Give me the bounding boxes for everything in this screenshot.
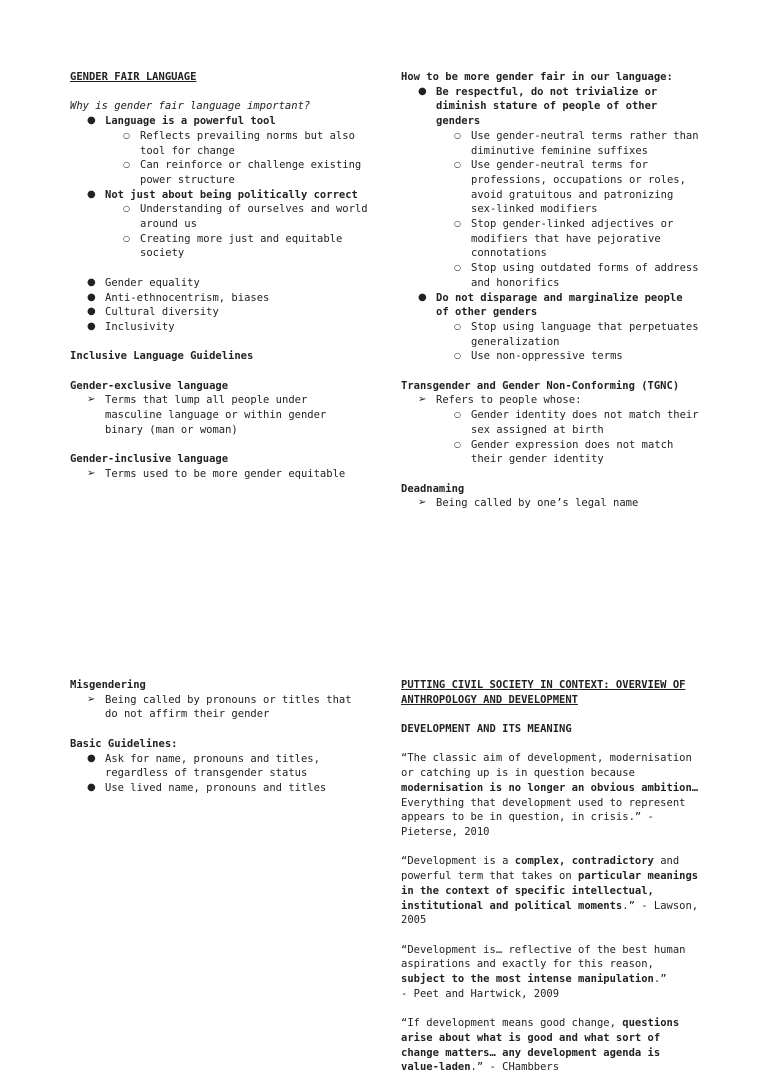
exclusive-heading: Gender-exclusive language [70, 379, 229, 392]
list-item: ● Cultural diversity [87, 306, 219, 319]
list-item: ● Gender equality [87, 276, 200, 289]
circle-bullet-icon: ○ [454, 263, 461, 273]
list-item: ➢ Terms used to be more gender equitable [87, 467, 346, 480]
list-item: ● Do not disparage and marginalize people of other genders [418, 291, 683, 319]
list-item: ○ Creating more just and equitable society [123, 232, 343, 260]
misgendering-heading: Misgendering [70, 679, 146, 691]
list-item: ○ Can reinforce or challenge existing power structure [123, 159, 362, 186]
bullet-icon: ● [87, 320, 96, 332]
list-item: ● Ask for name, pronouns and titles, regardless of transgender status [87, 752, 320, 780]
list-item: ● Not just about being politically correct [87, 188, 358, 201]
guidelines-heading: Inclusive Language Guidelines [70, 350, 254, 363]
circle-bullet-icon: ○ [123, 160, 130, 170]
circle-bullet-icon: ○ [454, 219, 461, 229]
quote-chambers: “If development means good change, questions arise about what is good and what sort of change matters… any development agenda is value-laden.” - CHambbers [401, 1017, 680, 1074]
page2-left-column [70, 678, 370, 796]
bullet-icon: ● [418, 291, 427, 303]
bullet-icon: ● [87, 276, 96, 288]
why-heading: Why is gender fair language important? [70, 100, 311, 113]
list-item: ○ Understanding of ourselves and world around us [123, 203, 368, 231]
list-item: ○ Use gender-neutral terms for professions, occupations or roles, avoid gratuitous and patronizing sex-linked modifiers [454, 159, 686, 216]
list-item: ○ Use gender-neutral terms rather than diminutive feminine suffixes [454, 129, 699, 157]
how-heading: How to be more gender fair in our language: [401, 71, 673, 83]
civil-society-title: PUTTING CIVIL SOCIETY IN CONTEXT: OVERVIEW OF ANTHROPOLOGY AND DEVELOPMENT [401, 679, 686, 706]
development-heading: DEVELOPMENT AND ITS MEANING [401, 723, 572, 736]
list-item: ○ Stop gender-linked adjectives or modifiers that have pejorative connotations [454, 218, 674, 260]
quote-lawson: “Development is a complex, contradictory and powerful term that takes on particular meanings in the context of specific intellectual, institutional and political moments.” - Lawson, 2005 [401, 855, 699, 927]
arrow-bullet-icon: ➢ [87, 467, 96, 479]
list-item: ➢ Terms that lump all people under masculine language or within gender binary (man or woman) [87, 394, 327, 436]
arrow-bullet-icon: ➢ [418, 394, 427, 406]
list-item: ● Language is a powerful tool [87, 115, 276, 128]
list-item: ○ Stop using language that perpetuates generalization [454, 320, 699, 348]
list-item: ○ Gender identity does not match their sex assigned at birth [454, 409, 699, 436]
bullet-icon: ● [87, 781, 96, 793]
bullet-icon: ● [418, 85, 427, 97]
circle-bullet-icon: ○ [454, 160, 461, 170]
list-item: ○ Reflects prevailing norms but also tool for change [123, 129, 355, 157]
circle-bullet-icon: ○ [123, 204, 130, 214]
list-item: ➢ Refers to people whose: [418, 394, 582, 407]
list-item: ○ Use non-oppressive terms [454, 350, 623, 363]
circle-bullet-icon: ○ [454, 351, 461, 361]
circle-bullet-icon: ○ [454, 130, 461, 140]
circle-bullet-icon: ○ [454, 439, 461, 449]
bullet-icon: ● [87, 752, 96, 764]
gender-fair-language-title: GENDER FAIR LANGUAGE [70, 71, 197, 83]
circle-bullet-icon: ○ [454, 410, 461, 420]
arrow-bullet-icon: ➢ [87, 394, 96, 406]
deadnaming-heading: Deadnaming [401, 482, 465, 495]
list-item: ➢ Being called by pronouns or titles that do not affirm their gender [87, 693, 352, 721]
arrow-bullet-icon: ➢ [418, 497, 427, 509]
page1-left-column [70, 70, 370, 482]
bullet-icon: ● [87, 115, 96, 127]
bullet-icon: ● [87, 188, 96, 200]
list-item: ● Inclusivity [87, 320, 175, 333]
circle-bullet-icon: ○ [123, 233, 130, 243]
quote-pieterse: “The classic aim of development, modernisation or catching up is in question because modernisation is no longer an obvious ambition… Everything that development used to represent appears to be in question, in crisis.” - Pieterse, 2010 [401, 752, 699, 838]
list-item: ○ Gender expression does not match their gender identity [454, 438, 674, 466]
tgnc-heading: Transgender and Gender Non-Conforming (TGNC) [401, 379, 680, 392]
bullet-icon: ● [87, 291, 96, 303]
circle-bullet-icon: ○ [123, 130, 130, 140]
inclusive-heading: Gender-inclusive language [70, 453, 229, 466]
arrow-bullet-icon: ➢ [87, 693, 96, 705]
list-item: ● Be respectful, do not trivialize or diminish stature of people of other genders [418, 85, 658, 128]
list-item: ○ Stop using outdated forms of address and honorifics [454, 262, 699, 289]
basic-guidelines-heading: Basic Guidelines: [70, 737, 178, 750]
page2-right-column [401, 678, 701, 1075]
list-item: ● Anti-ethnocentrism, biases [87, 291, 270, 304]
circle-bullet-icon: ○ [454, 321, 461, 331]
page1-right-column [401, 70, 701, 511]
list-item: ➢ Being called by one’s legal name [418, 497, 639, 510]
list-item: ● Use lived name, pronouns and titles [87, 781, 327, 794]
quote-peet-hartwick: “Development is… reflective of the best human aspirations and exactly for this reason, subject to the most intense manipulation.” - Peet and Hartwick, 2009 [401, 943, 686, 1000]
bullet-icon: ● [87, 306, 96, 318]
